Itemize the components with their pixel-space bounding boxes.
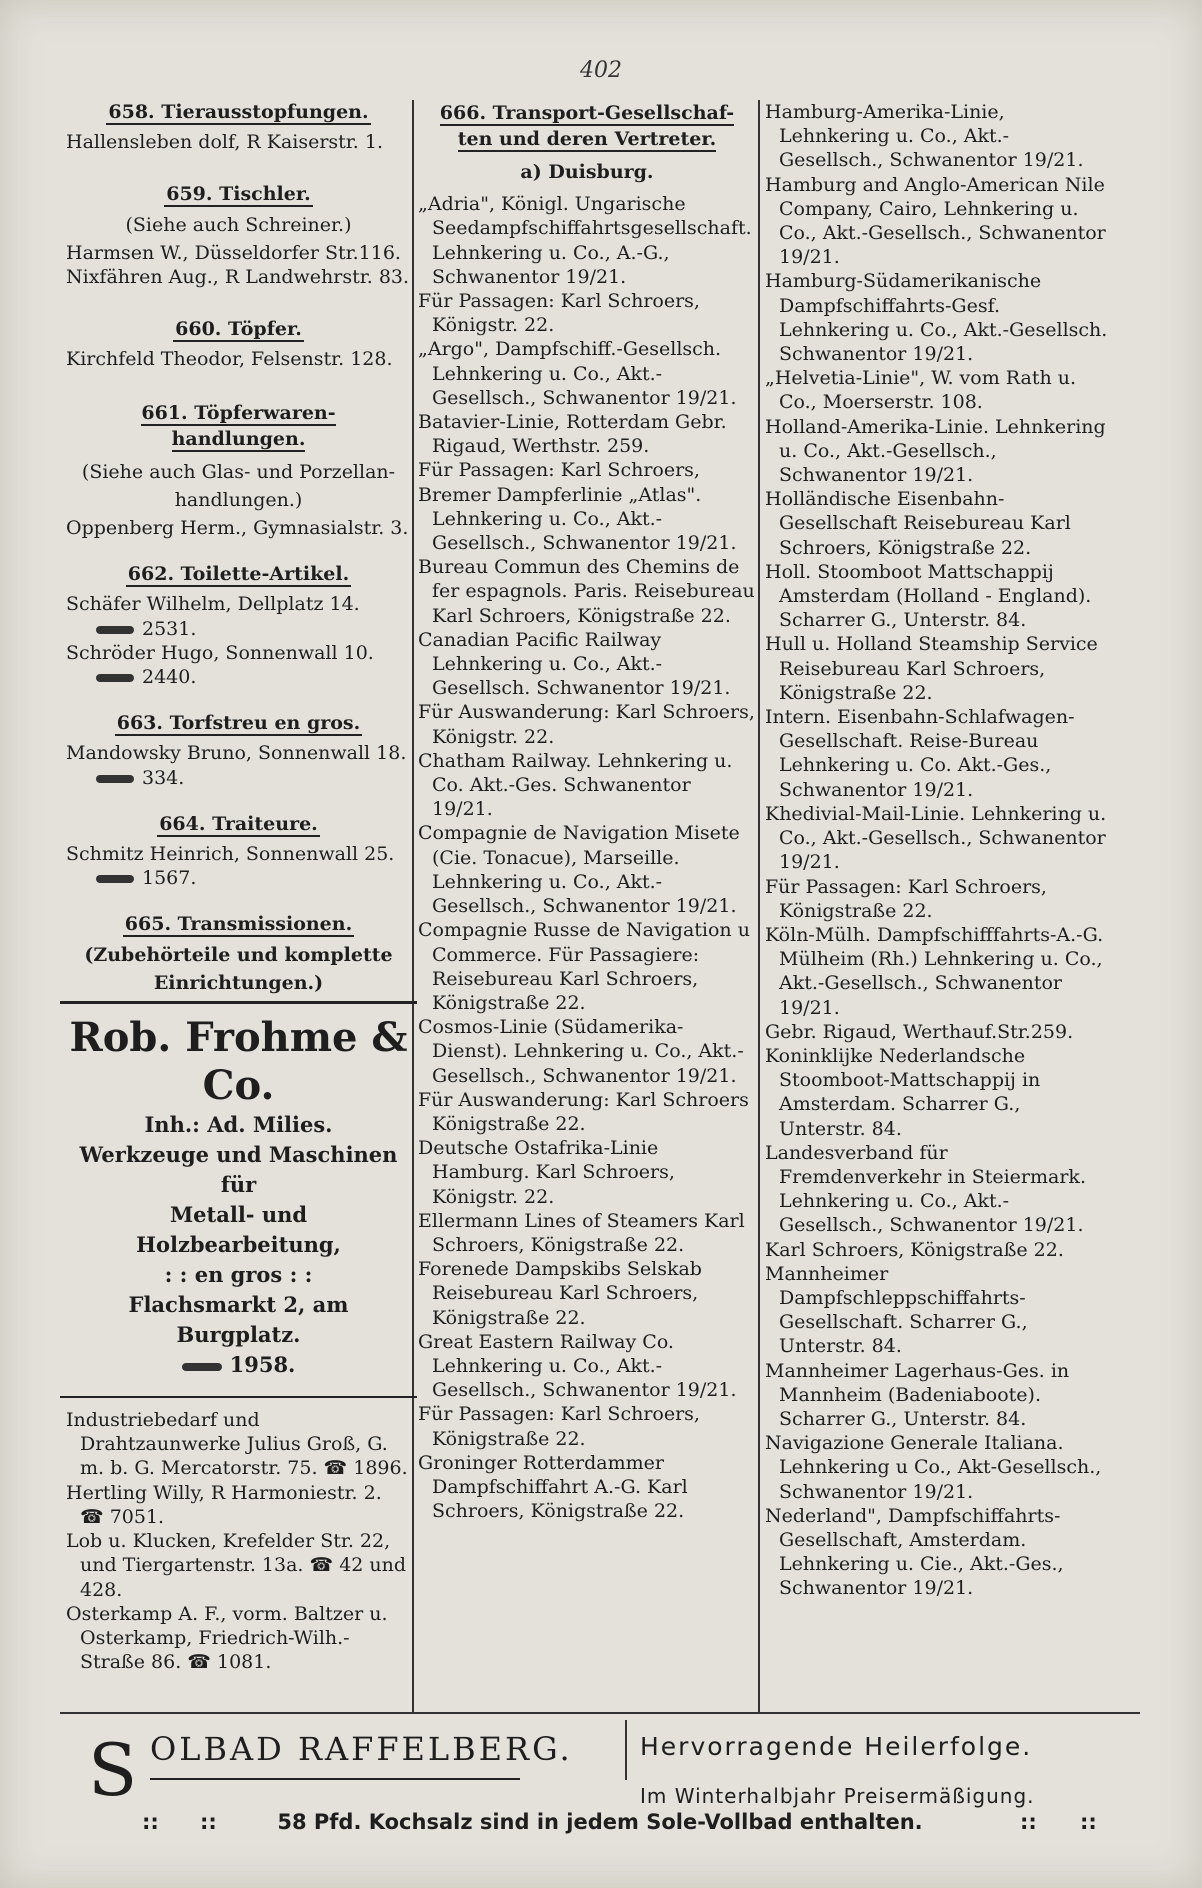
- entry: Hamburg and Anglo-American Nile Company, Cairo, Lehnkering u. Co., Akt.-Gesellsch., Schwanentor 19/21.: [765, 173, 1106, 269]
- entry: Für Passagen: Karl Schroers, Königstr. 22.: [418, 290, 700, 337]
- column-middle: [418, 100, 756, 1523]
- entry: Köln-Mülh. Dampfschifffahrts-A.-G. Mülheim (Rh.) Lehnkering u. Co., Akt.-Gesellsch., Schwanentor 19/21.: [765, 923, 1104, 1019]
- entry: Great Eastern Railway Co. Lehnkering u. Co., Akt.-Gesellsch., Schwanentor 19/21.: [418, 1330, 737, 1402]
- entry: Koninklijke Nederlandsche Stoomboot-Mattschappij in Amsterdam. Scharrer G., Unterstr. 84.: [765, 1044, 1041, 1140]
- section-heading: 658. Tierausstopfungen.: [108, 101, 369, 123]
- entry: Für Passagen: Karl Schroers,: [418, 459, 700, 482]
- section-note: handlungen.): [174, 488, 303, 511]
- entry: Lob u. Klucken, Krefelder Str. 22, und Tiergartenstr. 13a. ☎ 42 und 428.: [66, 1530, 407, 1601]
- entry: Mandowsky Bruno, Sonnenwall 18.: [66, 742, 407, 765]
- entry: Groninger Rotterdammer Dampfschiffahrt A.-G. Karl Schroers, Königstraße 22.: [418, 1451, 688, 1523]
- entry: Compagnie de Navigation Misete (Cie. Tonacue), Marseille. Lehnkering u. Co., Akt.-Gesellsch., Schwanentor 19/21.: [418, 822, 740, 918]
- entry: Hertling Willy, R Harmoniestr. 2. ☎ 7051.: [66, 1481, 382, 1528]
- telephone-icon: [96, 626, 134, 634]
- entry: Navigazione Generale Italiana. Lehnkering u Co., Akt-Gesellsch., Schwanentor 19/21.: [765, 1432, 1102, 1503]
- column-left: [66, 100, 411, 1674]
- entry: Schröder Hugo, Sonnenwall 10.: [66, 641, 374, 664]
- ad-line: : : en gros : :: [164, 1262, 313, 1288]
- subsection-heading: a) Duisburg.: [520, 161, 654, 183]
- section-heading: 664. Traiteure.: [159, 812, 318, 835]
- entry: Hamburg-Südamerikanische Dampfschiffahrts-Gesf. Lehnkering u. Co., Akt.-Gesellsch. Schwanentor 19/21.: [765, 270, 1108, 366]
- banner-ornament: ::: [1020, 1810, 1037, 1834]
- banner-bottom-text: 58 Pfd. Kochsalz sind in jedem Sole-Vollbad enthalten.: [277, 1810, 923, 1834]
- ad-line: Flachsmarkt 2, am Burgplatz.: [128, 1292, 349, 1348]
- page-number: 402: [580, 58, 622, 83]
- section-heading: 662. Toilette-Artikel.: [127, 563, 350, 586]
- column-divider: [412, 100, 414, 1712]
- phone-number: 1958.: [229, 1352, 296, 1378]
- entry: Holl. Stoomboot Mattschappij Amsterdam (Holland - England). Scharrer G., Unterstr. 84.: [765, 560, 1092, 632]
- banner-ornament: ::: [200, 1810, 217, 1834]
- section-note: Einrichtungen.): [153, 971, 324, 994]
- entry: Karl Schroers, Königstraße 22.: [765, 1238, 1064, 1261]
- ad-line: Werkzeuge und Maschinen für: [79, 1142, 398, 1198]
- phone-line: [66, 665, 411, 689]
- entry: Intern. Eisenbahn-Schlafwagen-Gesellschaft. Reise-Bureau Lehnkering u. Co. Akt.-Ges., Schwanentor 19/21.: [765, 706, 1075, 801]
- entry: „Argo", Dampfschiff.-Gesellsch. Lehnkering u. Co., Akt.-Gesellsch., Schwanentor 19/21.: [418, 338, 737, 409]
- telephone-icon: [96, 875, 134, 883]
- entry: „Adria", Königl. Ungarische Seedampfschiffahrtsgesellschaft. Lehnkering u. Co., A.-G., Schwanentor 19/21.: [418, 193, 752, 288]
- entry: Kirchfeld Theodor, Felsenstr. 128.: [66, 348, 393, 371]
- banner-ornament: ::: [142, 1810, 159, 1834]
- section-note: (Siehe auch Schreiner.): [125, 213, 352, 236]
- ad-line: Metall- und Holzbearbeitung,: [136, 1202, 341, 1258]
- entry: Hallensleben dolf, R Kaiserstr. 1.: [66, 131, 384, 154]
- ad-company-name: Rob. Frohme & Co.: [69, 1014, 408, 1110]
- telephone-icon: [96, 674, 134, 682]
- section-note: (Zubehörteile und komplette: [84, 943, 393, 966]
- section-heading: handlungen.: [171, 427, 306, 450]
- section-heading: 663. Torfstreu en gros.: [116, 712, 361, 735]
- banner-underline: [150, 1778, 520, 1780]
- phone-line: [66, 617, 411, 641]
- entry: Chatham Railway. Lehnkering u. Co. Akt.-Ges. Schwanentor 19/21.: [418, 749, 733, 821]
- banner-initial: S: [88, 1728, 138, 1812]
- entry: „Helvetia-Linie", W. vom Rath u. Co., Moerserstr. 108.: [765, 367, 1077, 414]
- entry: Nixfähren Aug., R Landwehrstr. 83.: [66, 266, 410, 289]
- entry: Hamburg-Amerika-Linie, Lehnkering u. Co., Akt.-Gesellsch., Schwanentor 19/21.: [765, 101, 1084, 172]
- telephone-icon: [182, 1363, 222, 1371]
- advertisement: [66, 1014, 411, 1380]
- entry: Khedivial-Mail-Linie. Lehnkering u. Co., Akt.-Gesellsch., Schwanentor 19/21.: [765, 802, 1107, 874]
- entry: Forenede Dampskibs Selskab Reisebureau Karl Schroers, Königstraße 22.: [418, 1258, 702, 1329]
- entry: Oppenberg Herm., Gymnasialstr. 3.: [66, 517, 409, 540]
- entry: Schäfer Wilhelm, Dellplatz 14.: [66, 593, 360, 616]
- entry: Nederland", Dampfschiffahrts-Gesellschaft, Amsterdam. Lehnkering u. Cie., Akt.-Ges., Schwanentor 19/21.: [765, 1504, 1064, 1600]
- ad-phone: [66, 1350, 411, 1380]
- phone-line: [66, 766, 411, 790]
- entry: Für Passagen: Karl Schroers, Königstraße 22.: [418, 1403, 700, 1450]
- telephone-icon: [96, 775, 134, 783]
- banner-slogan: Hervorragende Heilerfolge.: [640, 1732, 1033, 1761]
- entry: Compagnie Russe de Navigation u Commerce. Für Passagiere: Reisebureau Karl Schroers, Königstraße 22.: [418, 919, 750, 1014]
- phone-number: 2531.: [142, 617, 197, 640]
- entry: Canadian Pacific Railway Lehnkering u. Co., Akt.-Gesellsch. Schwanentor 19/21.: [418, 628, 731, 700]
- entry: Batavier-Linie, Rotterdam Gebr. Rigaud, Werthstr. 259.: [418, 411, 727, 458]
- phone-line: [66, 866, 411, 890]
- section-heading: 665. Transmissionen.: [124, 913, 353, 936]
- entry: Landesverband für Fremdenverkehr in Steiermark. Lehnkering u. Co., Akt.-Gesellsch., Schwanentor 19/21.: [765, 1141, 1086, 1237]
- entry: Für Passagen: Karl Schroers, Königstraße 22.: [765, 875, 1047, 922]
- section-heading: 666. Transport-Gesellschaf-: [439, 102, 735, 124]
- entry: Gebr. Rigaud, Werthauf.Str.259.: [765, 1020, 1074, 1043]
- entry: Cosmos-Linie (Südamerika-Dienst). Lehnkering u. Co., Akt.-Gesellsch., Schwanentor 19/21.: [418, 1016, 744, 1087]
- banner-divider: [625, 1720, 627, 1780]
- banner-title: OLBAD RAFFELBERG.: [150, 1730, 573, 1768]
- entry: Für Auswanderung: Karl Schroers Königstraße 22.: [418, 1088, 749, 1135]
- section-heading: ten und deren Vertreter.: [457, 128, 717, 150]
- entry: Holland-Amerika-Linie. Lehnkering u. Co., Akt.-Gesellsch., Schwanentor 19/21.: [765, 415, 1106, 487]
- entry: Für Auswanderung: Karl Schroers, Königstr. 22.: [418, 701, 755, 748]
- ad-line: Inh.: Ad. Milies.: [144, 1112, 333, 1138]
- phone-number: 2440.: [142, 666, 197, 689]
- entry: Holländische Eisenbahn-Gesellschaft Reisebureau Karl Schroers, Königstraße 22.: [765, 488, 1071, 559]
- section-heading: 661. Töpferwaren-: [141, 401, 336, 424]
- solbad-banner: [60, 1712, 1140, 1834]
- entry: Ellermann Lines of Steamers Karl Schroers, Königstraße 22.: [418, 1209, 745, 1256]
- entry: Harmsen W., Düsseldorfer Str.116.: [66, 241, 401, 264]
- ad-rule: [60, 1001, 417, 1004]
- entry: Mannheimer Dampfschleppschiffahrts-Gesellschaft. Scharrer G., Unterstr. 84.: [765, 1262, 1028, 1358]
- entry: Hull u. Holland Steamship Service Reisebureau Karl Schroers, Königstraße 22.: [765, 633, 1098, 704]
- banner-ornament: ::: [1080, 1810, 1097, 1834]
- section-heading: 660. Töpfer.: [175, 318, 302, 341]
- ad-rule: [60, 1396, 417, 1398]
- entry: Industriebedarf und Drahtzaunwerke Julius Groß, G. m. b. G. Mercatorstr. 75. ☎ 1896.: [66, 1409, 408, 1480]
- phone-number: 334.: [142, 766, 185, 789]
- banner-note: Im Winterhalbjahr Preisermäßigung.: [640, 1784, 1035, 1808]
- column-right: [765, 100, 1110, 1601]
- phone-number: 1567.: [142, 867, 197, 890]
- entry: Osterkamp A. F., vorm. Baltzer u. Osterkamp, Friedrich-Wilh.-Straße 86. ☎ 1081.: [66, 1602, 388, 1674]
- entry: Bureau Commun des Chemins de fer espagnols. Paris. Reisebureau Karl Schroers, Königstraße 22.: [418, 556, 755, 627]
- column-divider: [758, 100, 760, 1712]
- entry: Bremer Dampferlinie „Atlas". Lehnkering u. Co., Akt.-Gesellsch., Schwanentor 19/21.: [418, 483, 737, 555]
- entry: Deutsche Ostafrika-Linie Hamburg. Karl Schroers, Königstr. 22.: [418, 1137, 675, 1208]
- section-note: (Siehe auch Glas- und Porzellan-: [81, 460, 396, 483]
- entry: Schmitz Heinrich, Sonnenwall 25.: [66, 843, 395, 866]
- section-heading: 659. Tischler.: [166, 183, 311, 206]
- entry: Mannheimer Lagerhaus-Ges. in Mannheim (Badeniaboote). Scharrer G., Unterstr. 84.: [765, 1359, 1070, 1430]
